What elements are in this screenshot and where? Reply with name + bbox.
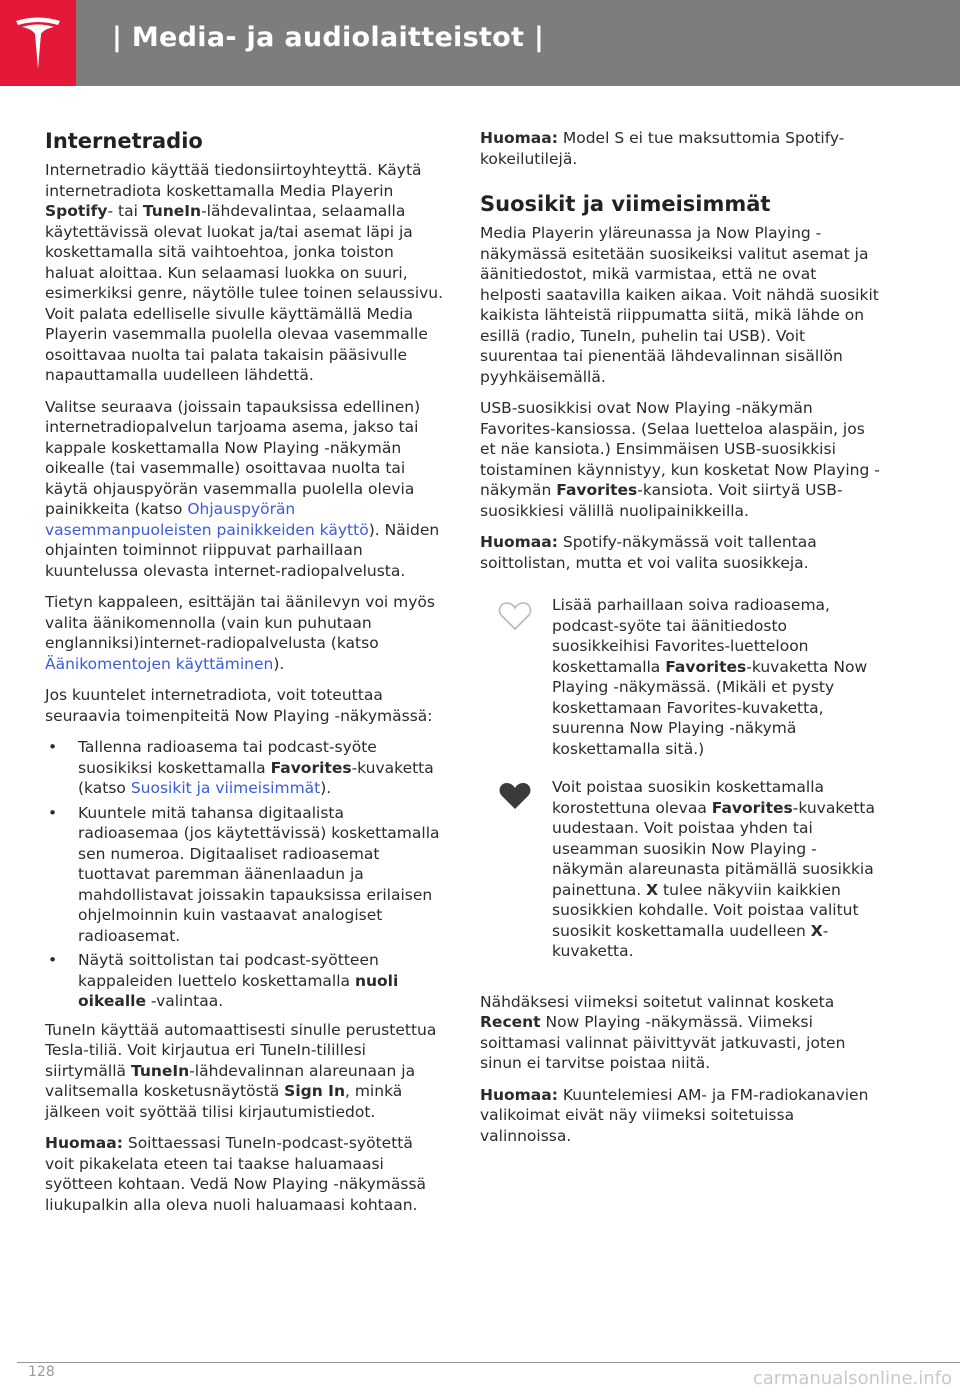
section-title: | Media- ja audiolaitteistot | <box>112 22 545 53</box>
page-header <box>0 0 960 86</box>
link-favorites-recent[interactable]: Suosikit ja viimeisimmät <box>130 779 321 797</box>
page-number: 128 <box>28 1364 55 1380</box>
link-steering-wheel-buttons[interactable]: Ohjauspyörän vasemmanpuoleisten painikkeiden käyttö <box>45 500 369 539</box>
footer-divider <box>17 1362 960 1363</box>
heart-filled-icon <box>498 781 532 811</box>
paragraph-select-station: Valitse seuraava (joissain tapauksissa edellinen) internetradiopalvelun tarjoama asema, jakso tai kappale koskettamalla Now Playing -näkymän oikealle (tai vasemmalle) osoittavaa nuolta tai käytä ohjauspyörän vasemmalla puolella olevia painikkeita (katso Ohjauspyörän vasemmanpuoleisten painikkeiden käyttö). Näiden ohjainten toiminnot riippuvat parhaillaan kuuntelussa olevasta internet-radiopalvelusta. <box>45 397 440 580</box>
heading-internetradio: Internetradio <box>45 129 203 153</box>
note-spotify-playlist: Huomaa: Spotify-näkymässä voit tallentaa soittolistan, mutta et voi valita suosikkeja. <box>480 533 817 572</box>
note-spotify-trial: Huomaa: Model S ei tue maksuttomia Spotify-kokeilutilejä. <box>480 129 845 168</box>
right-column <box>480 128 880 1157</box>
watermark: carmanualsonline.info <box>752 1368 952 1389</box>
list-item: • Tallenna radioasema tai podcast-syöte suosikiksi koskettamalla Favorites-kuvaketta (katso Suosikit ja viimeisimmät). <box>48 738 434 797</box>
note-am-fm: Huomaa: Kuuntelemiesi AM- ja FM-radiokanavien valikoimat eivät näy viimeksi soitetuissa valinnoissa. <box>480 1085 869 1145</box>
paragraph-intro: Internetradio käyttää tiedonsiirtoyhteyttä. Käytä internetradiota koskettamalla Media Playerin Spotify- tai TuneIn-lähdevalintaa, selaamalla käytettävissä olevat luokat ja/tai asemat läpi ja koskettamalla sitä vaihtoehtoa, jonka toiston haluat aloittaa. Kun selaamasi luokka on suuri, esimerkiksi genre, näytölle tulee toinen selaussivu. Voit palata edelliselle sivulle käyttämällä Media Playerin vasemmalla puolella olevaa vasemmalle osoittavaa nuolta tai palata takaisin pääsivulle napauttamalla uudelleen lähdettä. <box>45 161 444 384</box>
list-item: • Kuuntele mitä tahansa digitaalista radioasemaa (jos käytettävissä) koskettamalla sen numeroa. Digitaaliset radioasemat tuottavat paremman äänenlaadun ja mahdollistavat joissakin tapauksissa erilaisen ohjelmoinnin kuin vastaavat analogiset radioasemat. <box>48 803 440 945</box>
bullet-list <box>45 737 445 1012</box>
heading-favorites-recent: Suosikit ja viimeisimmät <box>480 192 771 216</box>
note-podcast: Huomaa: Soittaessasi TuneIn-podcast-syötettä voit pikakelata eteen tai taakse haluamaasi syötteen kohtaan. Vedä Now Playing -näkymässä liukupalkin alla oleva nuoli haluamaasi kohtaan. <box>45 1134 427 1214</box>
heart-outline-icon <box>498 601 532 631</box>
link-voice-commands[interactable]: Äänikomentojen käyttäminen <box>45 654 274 673</box>
paragraph-recent: Nähdäksesi viimeksi soitetut valinnat kosketa Recent Now Playing -näkymässä. Viimeksi soittamasi valinnat päivittyvät jatkuvasti, joten sinun ei tarvitse poistaa niitä. <box>480 992 846 1072</box>
list-item: • Näytä soittolistan tai podcast-syötteen kappaleiden luettelo koskettamalla nuoli oikealle -valintaa. <box>48 951 399 1010</box>
favorites-remove-note: Voit poistaa suosikin koskettamalla korostettuna olevaa Favorites-kuvaketta uudestaan. Voit poistaa yhden tai useamman suosikin Now Playing -näkymän alareunasta pitämällä suosikkia painettuna. X tulee näkyviin kaikkien suosikkien kohdalle. Voit poistaa valitut suosikit koskettamalla uudelleen X-kuvaketta. <box>480 777 880 962</box>
paragraph-usb-favorites: USB-suosikkisi ovat Now Playing -näkymän Favorites-kansiossa. (Selaa luetteloa alaspäin, jos et näe kansiota.) Ensimmäisen USB-suosikkisi toistaminen käynnistyy, kun kosketat Now Playing -näkymän Favorites-kansiota. Voit siirtyä USB-suosikkiesi välillä nuolipainikkeilla. <box>480 399 880 520</box>
favorites-add-note: Lisää parhaillaan soiva radioasema, podcast-syöte tai äänitiedosto suosikkeihisi Favorites-luetteloon koskettamalla Favorites-kuvaketta Now Playing -näkymässä. (Mikäli et pysty koskettamaan Favorites-kuvaketta, suurenna Now Playing -näkymä koskettamalla sitä.) <box>480 595 880 759</box>
paragraph-voice-command: Tietyn kappaleen, esittäjän tai äänilevyn voi myös valita äänikomennolla (vain kun puhutaan englanniksi)internet-radiopalvelusta (katso Äänikomentojen käyttäminen). <box>45 593 435 673</box>
left-column <box>45 128 445 1226</box>
paragraph-favorites-intro: Media Playerin yläreunassa ja Now Playing -näkymässä esitetään suosikeiksi valitut asemat ja äänitiedostot, mikä varmistaa, että ne ovat helposti saatavilla kaiken aikaa. Voit nähdä suosikit kaikista lähteistä riippumatta siitä, mikä lähde on esillä (radio, TuneIn, puhelin tai USB). Voit suurentaa tai pienentää lähdevalinnan sisällön pyyhkäisemällä. <box>480 224 879 386</box>
tesla-logo-icon <box>14 15 62 71</box>
tesla-logo-box <box>0 0 76 86</box>
paragraph-tunein-account: TuneIn käyttää automaattisesti sinulle perustettua Tesla-tiliä. Voit kirjautua eri TuneIn-tilillesi siirtymällä TuneIn-lähdevalinnan alareunaan ja valitsemalla kosketusnäytöstä Sign In, minkä jälkeen voit syöttää tilisi kirjautumistiedot. <box>45 1020 437 1121</box>
paragraph-now-playing-actions: Jos kuuntelet internetradiota, voit toteuttaa seuraavia toimenpiteitä Now Playing -näkymässä: <box>45 686 433 725</box>
